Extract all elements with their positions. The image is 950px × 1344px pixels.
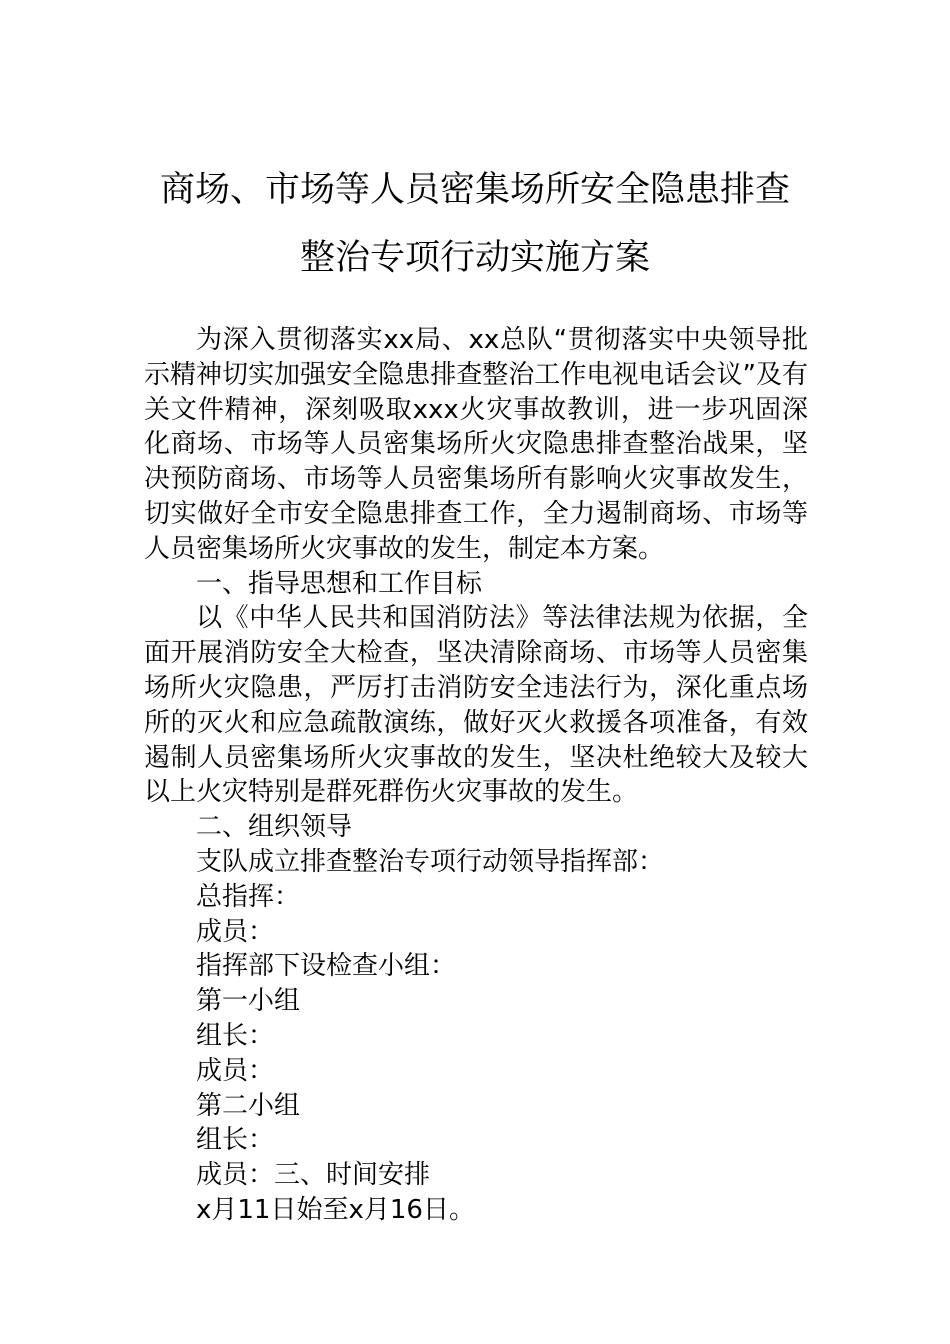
schedule-line: x月11日始至x月16日。 [196, 1194, 475, 1225]
section-heading-organization: 二、组织领导 [196, 812, 353, 843]
group2-members-and-schedule-heading: 成员：三、时间安排 [196, 1160, 431, 1191]
commander-line: 总指挥： [196, 881, 301, 912]
org-intro-line: 支队成立排查整治专项行动领导指挥部： [196, 846, 665, 877]
document-body [144, 323, 808, 1228]
members-line: 成员： [196, 916, 275, 947]
group1-title: 第一小组 [196, 986, 301, 1017]
intro-paragraph: 为深入贯彻落实xx局、xx总队“贯彻落实中央领导批示精神切实加强安全隐患排查整治工作电视电话会议”及有关文件精神，深刻吸取xxx火灾事故教训，进一步巩固深化商场、市场等人员密集场所火灾隐患排查整治战果，坚决预防商场、市场等人员密集场所有影响火灾事故发生，切实做好全市安全隐患排查工作，全力遏制商场、市场等人员密集场所火灾事故的发生，制定本方案。 [144, 325, 808, 564]
group1-members-line: 成员： [196, 1055, 275, 1086]
section-heading-guiding: 一、指导思想和工作目标 [196, 568, 483, 599]
groups-intro-line: 指挥部下设检查小组： [196, 951, 457, 982]
group1-leader-line: 组长： [196, 1020, 275, 1051]
guiding-paragraph: 以《中华人民共和国消防法》等法律法规为依据，全面开展消防安全大检查，坚决清除商场、市场等人员密集场所火灾隐患，严厉打击消防安全违法行为，深化重点场所的灭火和应急疏散演练，做好灭火救援各项准备，有效遏制人员密集场所火灾事故的发生，坚决杜绝较大及较大以上火灾特别是群死群伤火灾事故的发生。 [144, 603, 808, 808]
document-title-line-1: 商场、市场等人员密集场所安全隐患排查 [159, 170, 790, 210]
group2-title: 第二小组 [196, 1090, 301, 1121]
group2-leader-line: 组长： [196, 1125, 275, 1156]
document-title-line-2: 整治专项行动实施方案 [299, 238, 650, 278]
